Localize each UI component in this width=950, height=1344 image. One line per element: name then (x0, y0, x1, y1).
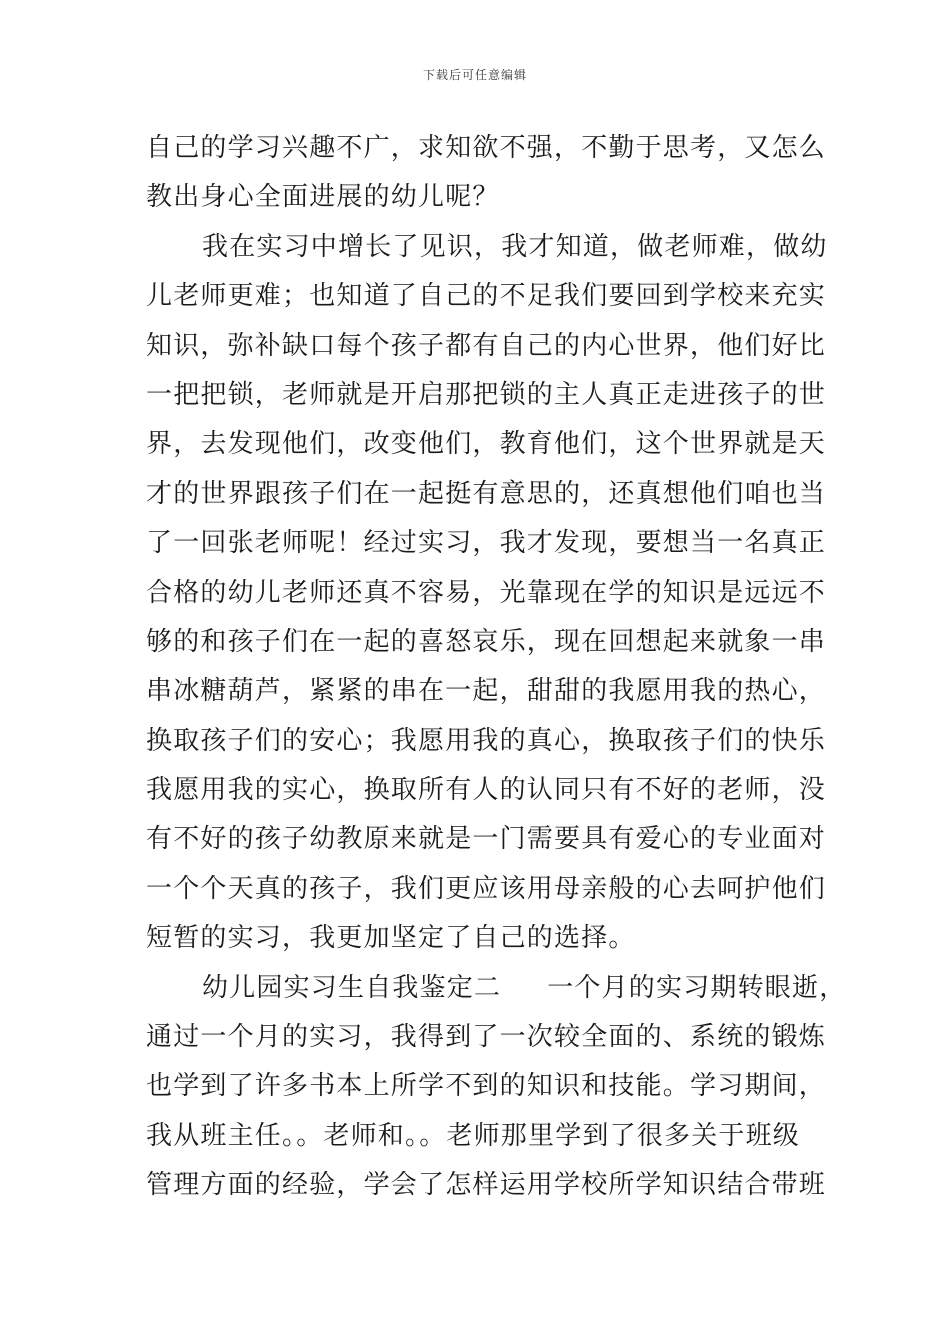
text-line: 短暂的实习，我更加坚定了自己的选择。 (146, 923, 636, 954)
text-line: 一把把锁，老师就是开启那把锁的主人真正走进孩子的世 (146, 379, 827, 410)
text-line: 界，去发现他们，改变他们，教育他们，这个世界就是天 (146, 429, 827, 460)
document-body (146, 124, 847, 1211)
text-line: 才的世界跟孩子们在一起挺有意思的，还真想他们咱也当 (146, 478, 827, 509)
text-line: 有不好的孩子幼教原来就是一门需要具有爱心的专业面对 (146, 824, 827, 855)
section-heading: 幼儿园实习生自我鉴定二 (202, 972, 502, 1003)
text-line: 自己的学习兴趣不广，求知欲不强，不勤于思考，又怎么 (146, 133, 827, 163)
text-line: 我愿用我的实心，换取所有人的认同只有不好的老师，没 (146, 775, 827, 806)
text-line: 串冰糖葫芦，紧紧的串在一起，甜甜的我愿用我的热心， (146, 676, 827, 707)
text-line: 了一回张老师呢！经过实习，我才发现，要想当一名真正 (146, 528, 827, 559)
section-heading-line (146, 964, 847, 1013)
text-line: 知识，弥补缺口每个孩子都有自己的内心世界，他们好比 (146, 330, 827, 361)
text-line: 够的和孩子们在一起的喜怒哀乐，现在回想起来就象一串 (146, 626, 827, 657)
page-header-note: 下载后可任意编辑 (422, 68, 527, 82)
text-line: 教出身心全面进展的幼儿呢？ (146, 182, 500, 213)
text-line: 儿老师更难；也知道了自己的不足我们要回到学校来充实 (146, 281, 827, 312)
text-line: 换取孩子们的安心；我愿用我的真心，换取孩子们的快乐 (146, 725, 827, 756)
text-line: 通过一个月的实习，我得到了一次较全面的、系统的锻炼 (146, 1022, 827, 1053)
text-line: 合格的幼儿老师还真不容易，光靠现在学的知识是远远不 (146, 577, 827, 608)
text-line: 也学到了许多书本上所学不到的知识和技能。学习期间， (146, 1071, 827, 1102)
text-line: 管理方面的经验，学会了怎样运用学校所学知识结合带班 (146, 1170, 827, 1201)
text-line: 我从班主任。。老师和。。老师那里学到了很多关于班级 (146, 1120, 801, 1151)
text-line: 一个个天真的孩子，我们更应该用母亲般的心去呵护他们 (146, 873, 827, 904)
section-heading-rest: 一个月的实习期转眼逝， (547, 972, 847, 1003)
paragraph-first-line: 我在实习中增长了见识，我才知道，做老师难，做幼 (202, 231, 828, 262)
